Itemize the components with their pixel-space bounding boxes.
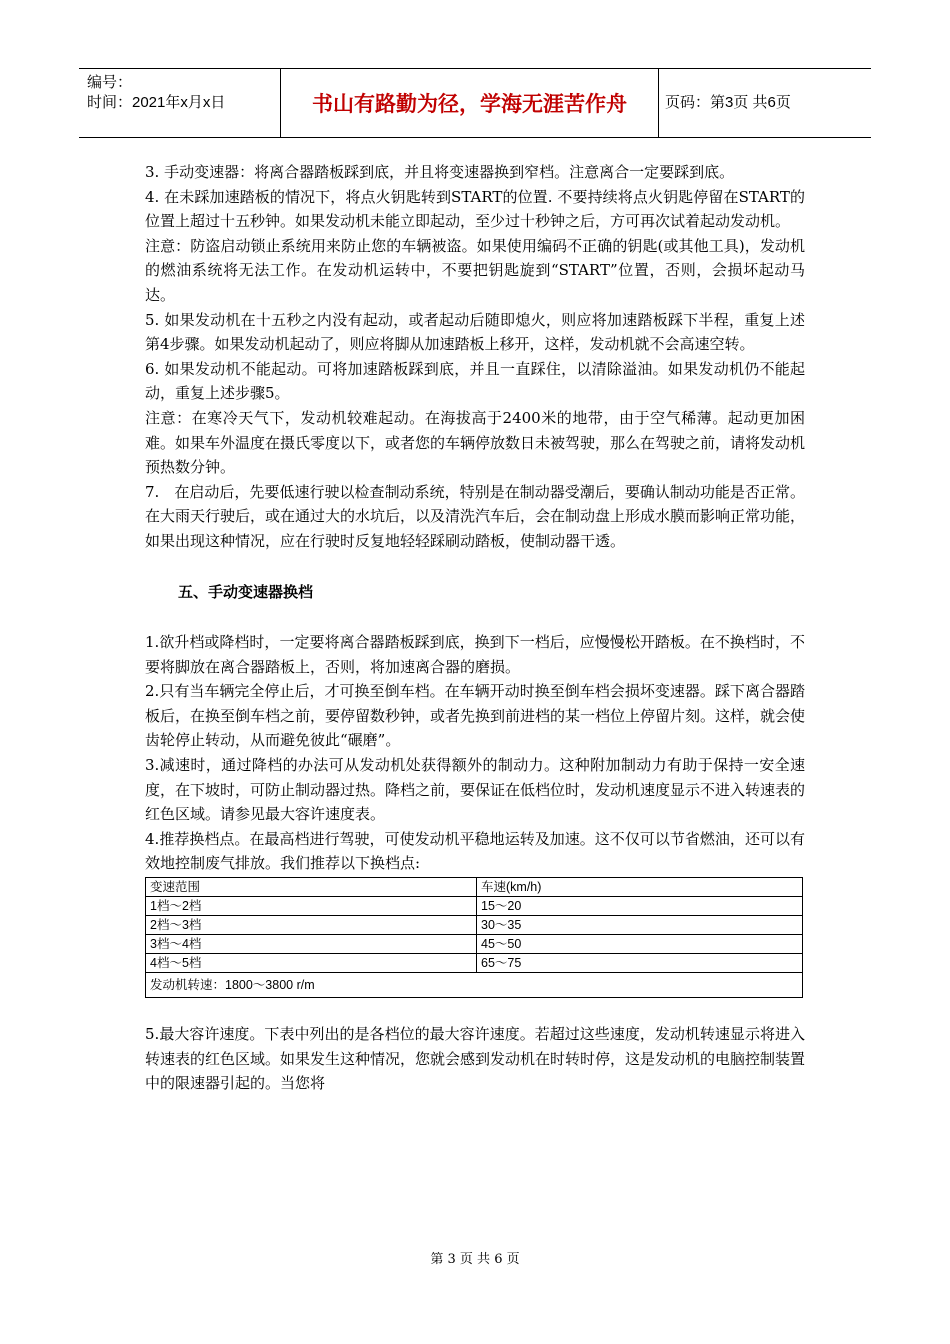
paragraph-note-cold: 注意：在寒冷天气下，发动机较难起动。在海拔高于2400米的地带，由于空气稀薄。起动更加困难。如果车外温度在摄氏零度以下，或者您的车辆停放数日未被驾驶，那么在驾驶之前，请将发动机预热数分钟。 xyxy=(145,408,806,477)
shift-point-table xyxy=(145,877,803,998)
paragraph-max-speed: 5.最大容许速度。下表中列出的是各档位的最大容许速度。若超过这些速度，发动机转速显示将进入转速表的红色区域。如果发生这种情况，您就会感到发动机在时转时停，这是发动机的电脑控制装置中的限速器引起的。当您将 xyxy=(145,1025,806,1093)
paragraph-shift-4: 4.推荐换档点。在最高档进行驾驶，可使发动机平稳地运转及加速。这不仅可以节省燃油，还可以有效地控制废气排放。我们推荐以下换档点: xyxy=(145,829,805,873)
paragraph-shift-2: 2.只有当车辆完全停止后，才可换至倒车档。在车辆开动时换至倒车档会损坏变速器。踩下离合器踏板后，在换至倒车档之前，要停留数秒钟，或者先换到前进档的某一档位上停留片刻。这样，就会使齿轮停止转动，从而避免彼此“碾磨”。 xyxy=(145,682,806,750)
table-cell-gear: 3档～4档 xyxy=(146,935,477,954)
table-row xyxy=(146,954,803,973)
header-meta xyxy=(87,73,225,113)
page-footer: 第 3 页 共 6 页 xyxy=(430,1252,520,1267)
paragraph-shift-3: 3.减速时，通过降档的办法可从发动机处获得额外的制动力。这种附加制动力有助于保持一安全速度，在下坡时，可防止制动器过热。降档之前，要保证在低档位时，发动机速度显示不进入转速表的红色区域。请参见最大容许速度表。 xyxy=(145,756,806,824)
table-header-cell: 变速范围 xyxy=(146,878,477,897)
spacer xyxy=(145,998,805,1022)
table-cell-gear: 1档～2档 xyxy=(146,897,477,916)
table-cell-speed: 30～35 xyxy=(477,916,803,935)
table-footer-row xyxy=(146,973,803,998)
paragraph-note-antitheft: 注意：防盗启动锁止系统用来防止您的车辆被盗。如果使用编码不正确的钥匙(或其他工具)，发动机的燃油系统将无法工作。在发动机运转中，不要把钥匙旋到“START”位置，否则，会损坏起动马达。 xyxy=(145,236,805,304)
table-row xyxy=(146,916,803,935)
table-cell-speed: 15～20 xyxy=(477,897,803,916)
table-header-cell: 车速(km/h) xyxy=(477,878,803,897)
document-date: 时间：2021年x月x日 xyxy=(87,94,226,111)
document-body xyxy=(145,160,805,1096)
table-row xyxy=(146,897,803,916)
paragraph-step-3: 3. 手动变速器：将离合器踏板踩到底，并且将变速器换到窄档。注意离合一定要踩到底。 xyxy=(145,163,735,181)
table-cell-gear: 4档～5档 xyxy=(146,954,477,973)
header-motto: 书山有路勤为径，学海无涯苦作舟 xyxy=(280,69,659,137)
table-footer-cell: 发动机转速：1800～3800 r/m xyxy=(146,973,803,998)
paragraph-step-4: 4. 在未踩加速踏板的情况下，将点火钥匙转到START的位置. 不要持续将点火钥匙停留在START的位置上超过十五秒钟。如果发动机未能立即起动，至少过十秒钟之后，方可再次试着起动发动机。 xyxy=(145,187,805,231)
paragraph-step-5: 5. 如果发动机在十五秒之内没有起动，或者起动后随即熄火，则应将加速踏板踩下半程，重复上述第4步骤。如果发动机起动了，则应将脚从加速踏板上移开，这样，发动机就不会高速空转。 xyxy=(145,310,805,354)
header-page-number: 页码：第3页 共6页 xyxy=(665,94,791,111)
table-cell-speed: 65～75 xyxy=(477,954,803,973)
table-header-row xyxy=(146,878,803,897)
paragraph-shift-1: 1.欲升档或降档时，一定要将离合器踏板踩到底，换到下一档后，应慢慢松开踏板。在不换档时，不要将脚放在离合器踏板上，否则，将加速离合器的磨损。 xyxy=(145,633,805,676)
table-row xyxy=(146,935,803,954)
paragraph-step-6: 6. 如果发动机不能起动。可将加速踏板踩到底，并且一直踩住，以清除溢油。如果发动机仍不能起动，重复上述步骤5。 xyxy=(145,359,805,403)
page-header xyxy=(79,68,871,138)
table-cell-speed: 45～50 xyxy=(477,935,803,954)
paragraph-step-7: 7. 在启动后，先要低速行驶以检查制动系统，特别是在制动器受潮后，要确认制动功能是否正常。在大雨天行驶后，或在通过大的水坑后，以及清洗汽车后，会在制动盘上形成水膜而影响正常功能，如果出现这种情况，应在行驶时反复地轻轻踩刷动踏板，使制动器干透。 xyxy=(145,482,806,550)
table-cell-gear: 2档～3档 xyxy=(146,916,477,935)
section-title: 五、手动变速器换档 xyxy=(178,582,314,601)
document-number: 编号： xyxy=(87,74,133,91)
